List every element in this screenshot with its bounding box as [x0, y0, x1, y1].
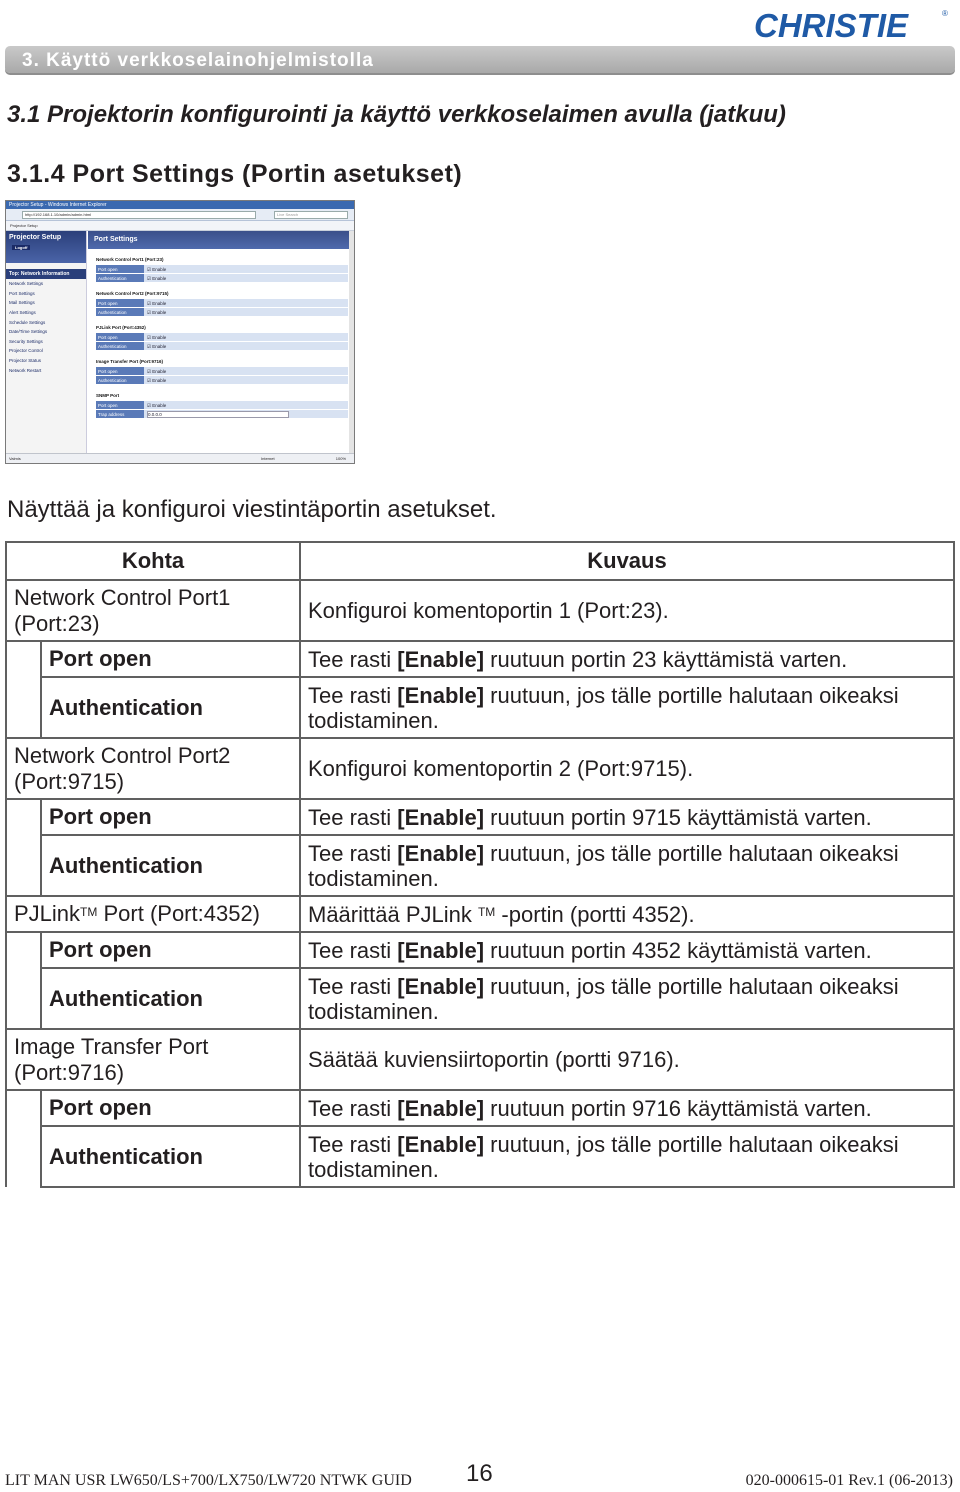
setting-row [96, 333, 348, 342]
item-cell: Network Control Port2 (Port:9715) [6, 738, 300, 799]
setting-label: Authentication [96, 342, 144, 351]
setting-label: Port open [96, 299, 144, 308]
checkbox-icon: ☑ [147, 344, 153, 349]
browser-addressbar [6, 209, 354, 221]
setting-row [96, 274, 348, 283]
desc-cell: Tee rasti [Enable] ruutuun portin 9715 käyttämistä varten. [300, 799, 954, 835]
setting-value: ☑ Enable [144, 376, 348, 385]
section-title: 3.1 Projektorin konfigurointi ja käyttö verkkoselaimen avulla (jatkuu) [7, 101, 786, 128]
search-field: Live Search [274, 211, 348, 219]
desc-cell: Tee rasti [Enable] ruutuun, jos tälle portille halutaan oikeaksi todistaminen. [300, 1126, 954, 1187]
setting-value: ☑ Enable [144, 401, 348, 410]
setting-row [96, 342, 348, 351]
setting-value: ☑ Enable [144, 265, 348, 274]
desc-cell: Tee rasti [Enable] ruutuun, jos tälle portille halutaan oikeaksi todistaminen. [300, 677, 954, 738]
chapter-bar [5, 46, 955, 73]
sidebar-item: Schedule Settings [9, 319, 46, 325]
setting-label: Trap address [96, 410, 144, 419]
sidebar-header: Projector Setup Logoff [6, 231, 86, 263]
group-title: Network Control Port2 (Port:9715) [96, 291, 169, 296]
sidebar-item: Port Settings [9, 290, 35, 296]
table-row [6, 738, 954, 799]
checkbox-icon: ☑ [147, 403, 153, 408]
screenshot-sidebar [6, 231, 87, 453]
setting-value: ☑ Enable [144, 308, 348, 317]
desc-cell: Tee rasti [Enable] ruutuun, jos tälle portille halutaan oikeaksi todistaminen. [300, 835, 954, 896]
port-settings-table [5, 541, 955, 1188]
sidebar-item: Security Settings [9, 338, 43, 344]
setting-label: Authentication [96, 274, 144, 283]
desc-cell: Konfiguroi komentoportin 1 (Port:23). [300, 580, 954, 641]
setting-value: ☑ Enable [144, 367, 348, 376]
header-kuvaus: Kuvaus [300, 542, 954, 580]
url-field: http://192.168.1.10/admin/admin.html [22, 211, 256, 219]
port-groups [88, 257, 350, 419]
page-number: 16 [466, 1460, 493, 1487]
setting-row [96, 265, 348, 274]
checkbox-icon: ☑ [147, 335, 153, 340]
indent-cell [6, 641, 41, 738]
item-cell: Image Transfer Port (Port:9716) [6, 1029, 300, 1090]
sidebar-item: Network Restart [9, 367, 42, 373]
logoff-button: Logoff [12, 245, 30, 250]
table-row [6, 1029, 954, 1090]
browser-tab-bar [6, 221, 354, 231]
setting-value: ☑ Enable [144, 333, 348, 342]
item-cell: Port open [41, 641, 300, 677]
svg-text:®: ® [942, 9, 948, 18]
checkbox-icon: ☑ [147, 378, 153, 383]
setting-label: Port open [96, 367, 144, 376]
checkbox-icon: ☑ [147, 369, 153, 374]
browser-titlebar: Projector Setup - Windows Internet Explorer [6, 201, 354, 209]
sidebar-item: Network Settings [9, 281, 44, 287]
scrollbar [349, 231, 354, 453]
intro-text: Näyttää ja konfiguroi viestintäportin asetukset. [7, 496, 497, 523]
setting-label: Authentication [96, 376, 144, 385]
setting-value: ☑ Enable [144, 274, 348, 283]
checkbox-icon: ☑ [147, 310, 153, 315]
christie-logo [752, 4, 952, 44]
checkbox-icon: ☑ [147, 301, 153, 306]
trap-address-field: 0.0.0.0 [147, 411, 289, 418]
group-title: Network Control Port1 (Port:23) [96, 257, 164, 262]
group-title: Image Transfer Port (Port:9716) [96, 359, 164, 364]
setting-value [144, 410, 348, 419]
table-row [6, 799, 954, 835]
desc-cell: Tee rasti [Enable] ruutuun, jos tälle portille halutaan oikeaksi todistaminen. [300, 968, 954, 1029]
item-cell: Port open [41, 799, 300, 835]
item-cell: Port open [41, 1090, 300, 1126]
sidebar-item: Mail Settings [9, 300, 35, 306]
setting-row [96, 401, 348, 410]
indent-cell [6, 1090, 41, 1187]
table-row [6, 968, 954, 1029]
sidebar-item: Projector Control [9, 348, 43, 354]
item-cell: Authentication [41, 835, 300, 896]
sidebar-item: Alert Settings [9, 310, 36, 316]
header-kohta: Kohta [6, 542, 300, 580]
setting-label: Authentication [96, 308, 144, 317]
table-row [6, 1126, 954, 1187]
group-title: SNMP Port [96, 393, 120, 398]
screenshot-main [88, 231, 350, 453]
setting-label: Port open [96, 265, 144, 274]
setting-row [96, 308, 348, 317]
table-row [6, 932, 954, 968]
item-cell: PJLink™ Port (Port:4352) [6, 896, 300, 932]
setting-row [96, 299, 348, 308]
desc-cell: Tee rasti [Enable] ruutuun portin 9716 käyttämistä varten. [300, 1090, 954, 1126]
table-row [6, 896, 954, 932]
indent-cell [6, 799, 41, 896]
desc-cell: Tee rasti [Enable] ruutuun portin 4352 käyttämistä varten. [300, 932, 954, 968]
item-cell: Network Control Port1 (Port:23) [6, 580, 300, 641]
setting-row [96, 367, 348, 376]
setting-value: ☑ Enable [144, 342, 348, 351]
footer-revision: 020-000615-01 Rev.1 (06-2013) [745, 1472, 953, 1489]
port-settings-screenshot [5, 200, 355, 464]
item-cell: Authentication [41, 968, 300, 1029]
desc-cell: Säätää kuviensiirtoportin (portti 9716). [300, 1029, 954, 1090]
chapter-title: 3. Käyttö verkkoselainohjelmistolla [22, 50, 374, 71]
browser-statusbar: Valmis Internet 100% [6, 453, 354, 463]
setting-row [96, 410, 348, 419]
browser-tab: Projector Setup [10, 223, 38, 228]
sidebar-item: Projector Status [9, 358, 42, 364]
item-cell: Port open [41, 932, 300, 968]
table-header-row [6, 542, 954, 580]
footer-doc-id: LIT MAN USR LW650/LS+700/LX750/LW720 NTWK GUID [5, 1472, 412, 1489]
indent-cell [6, 932, 41, 1029]
desc-cell: Määrittää PJLink ™ -portin (portti 4352). [300, 896, 954, 932]
table-row [6, 580, 954, 641]
setting-label: Port open [96, 333, 144, 342]
checkbox-icon: ☑ [147, 267, 153, 272]
table-row [6, 641, 954, 677]
group-title: PJLink Port (Port:4352) [96, 325, 146, 330]
checkbox-icon: ☑ [147, 276, 153, 281]
sidebar-item: Date/Time Settings [9, 329, 48, 335]
logo-text: CHRISTIE [754, 7, 909, 44]
sub-title: 3.1.4 Port Settings (Portin asetukset) [7, 160, 463, 188]
table-row [6, 835, 954, 896]
item-cell: Authentication [41, 1126, 300, 1187]
setting-value: ☑ Enable [144, 299, 348, 308]
desc-cell: Tee rasti [Enable] ruutuun portin 23 käyttämistä varten. [300, 641, 954, 677]
setting-row [96, 376, 348, 385]
table-row [6, 1090, 954, 1126]
setting-label: Port open [96, 401, 144, 410]
sidebar-top-item: Top: Network Information [6, 269, 86, 279]
page-heading: Port Settings [88, 231, 350, 249]
table-row [6, 677, 954, 738]
desc-cell: Konfiguroi komentoportin 2 (Port:9715). [300, 738, 954, 799]
item-cell: Authentication [41, 677, 300, 738]
